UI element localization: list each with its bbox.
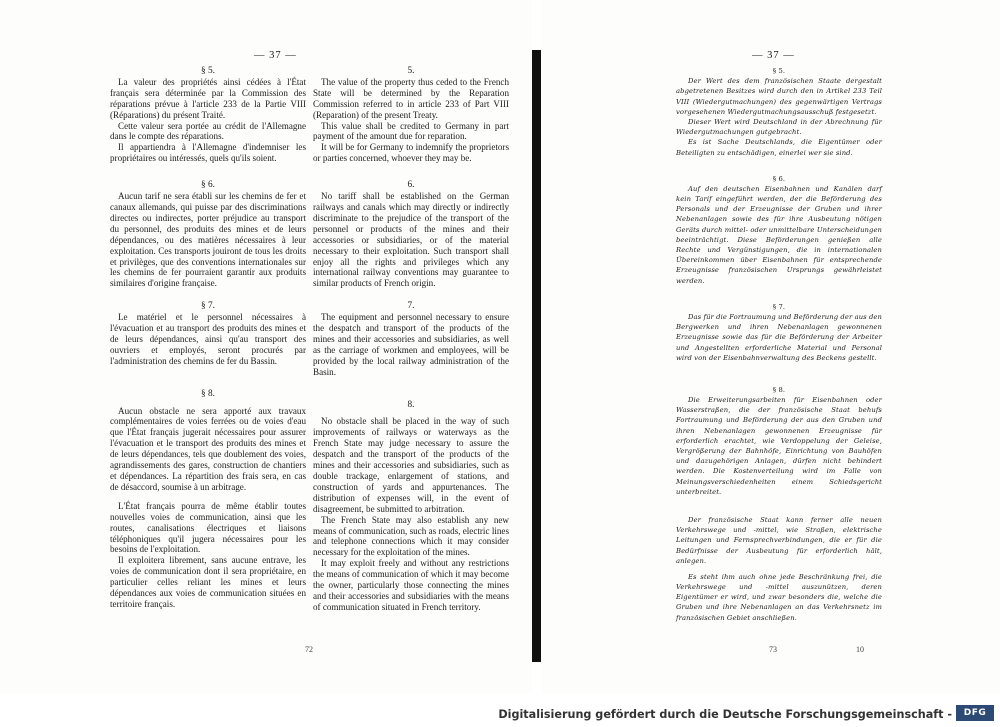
- paragraph: Il exploitera librement, sans aucune entrave, les voies de communication dont il sera propriétaire, en particulier celles reliant les mines et leurs dépendances aux voies de communication situées en territoire français.: [110, 555, 306, 609]
- paragraph: Il appartiendra à l'Allemagne d'indemniser les propriétaires ou intéressés, quels qu'ils soient.: [110, 142, 306, 164]
- english-section-6: [313, 180, 509, 289]
- french-column: [110, 66, 306, 610]
- left-page-header: — 37 —: [254, 50, 297, 61]
- right-page-footer-number-2: 10: [856, 645, 864, 654]
- paragraph: The French State may also establish any new means of communication, such as roads, electric lines and telephone connections which it may consider necessary for the exploitation of the mines.: [313, 514, 509, 558]
- paragraph: No obstacle shall be placed in the way of such improvements of railways or waterways as the French State may judge necessary to assure the despatch and the transport of the products of the mines and their accessories and subsidiaries, such as double trackage, enlargement of stations, and construction of yards and appurtenances. The distribution of expenses will, in the event of disagreement, be submitted to arbitration.: [313, 416, 509, 514]
- section-heading: § 6.: [201, 180, 215, 191]
- german-section-8: [676, 385, 882, 623]
- paragraph: Aucun tarif ne sera établi sur les chemins de fer et canaux allemands, qui puisse par des discriminations directes ou indirectes, porter préjudice au transport du personnel, des produits des mines et de leurs dépendances, ou des matières nécessaires à leur exploitation. Ces transports jouiront de tous les droits et privilèges, que des conventions internationales sur les chemins de fer pourraient garantir aux produits similaires d'origine française.: [110, 191, 306, 289]
- english-section-7: [313, 301, 509, 377]
- english-column: [313, 66, 509, 613]
- french-section-6: [110, 180, 306, 289]
- german-section-7: [676, 302, 882, 363]
- paragraph: Aucun obstacle ne sera apporté aux travaux complémentaires de voies ferrées ou de voies d'eau que l'État français jugerait nécessaires pour assurer l'évacuation et le transport des produits des mines et de leurs dépendances, tels que doublement des voies, agrandissements des gares, construction de chantiers et dépendances. La répartition des frais sera, en cas de désaccord, soumise à un arbitrage.: [110, 405, 306, 492]
- english-section-8: [313, 400, 509, 613]
- book-gutter: [532, 50, 541, 662]
- paragraph: La valeur des propriétés ainsi cédées à l'État français sera déterminée par la Commission des réparations prévue à l'article 233 de la Partie VIII (Réparations) du présent Traité.: [110, 76, 306, 120]
- paragraph: Dieser Wert wird Deutschland in der Abrechnung für Wiedergutmachungen gutgebracht.: [676, 117, 882, 137]
- paragraph: It will be for Germany to indemnify the proprietors or parties concerned, whoever they may be.: [313, 142, 509, 164]
- paragraph: Der Wert des dem französischen Staate dergestalt abgetretenen Besitzes wird durch den in Artikel 233 Teil VIII (Wiedergutmachungen) des gegenwärtigen Vertrags vorgesehenen Wiedergutmachungsausschuß festgesetzt.: [676, 77, 882, 116]
- section-heading: 6.: [407, 180, 415, 191]
- paragraph: Es steht ihm auch ohne jede Beschränkung frei, die Verkehrswege und -mittel auszunützen, deren Eigentümer er wird, und zwar besonders die, welche die Gruben und ihre Nebenanlagen an das Verkehrsnetz im französischen Gebiet anschließen.: [676, 572, 882, 622]
- right-page-footer-number: 73: [769, 645, 777, 654]
- paragraph: Der französische Staat kann ferner alle neuen Verkehrswege und -mittel, wie Straßen, elektrische Leitungen und Fernsprechverbindungen, die er für die Bedürfnisse der Ausbeutung für erforderlich hält, anlegen.: [676, 515, 882, 565]
- paragraph: It may exploit freely and without any restrictions the means of communication of which it may become the owner, particularly those connecting the mines and their accessories and subsidiaries with the means of communication situated in French territory.: [313, 558, 509, 612]
- paragraph: L'État français pourra de même établir toutes nouvelles voies de communication, ainsi que les routes, canalisations électriques et liaisons téléphoniques qu'il jugera nécessaires pour les besoins de l'exploitation.: [110, 500, 306, 555]
- section-heading: § 8.: [201, 388, 215, 399]
- footer-credit-text: Digitalisierung gefördert durch die Deutsche Forschungsgemeinschaft -: [498, 708, 952, 721]
- french-section-8: [110, 389, 306, 610]
- paragraph: The equipment and personnel necessary to ensure the despatch and transport of the products of the mines and their accessories and subsidiaries, as well as the carriage of workmen and employees, will be provided by the local railway administration of the Basin.: [313, 312, 509, 377]
- section-heading: § 6.: [772, 174, 786, 183]
- section-heading: § 5.: [772, 67, 786, 75]
- left-page-footer-number: 72: [305, 645, 313, 654]
- german-column: [676, 66, 882, 623]
- paragraph: Die Erweiterungsarbeiten für Eisenbahnen oder Wasserstraßen, die der französische Staat behufs Fortraumung und Beförderung der aus den Gruben und ihren Nebenanlagen gewonnenen Erzeugnisse für erforderlich erachtet, wie Verdoppelung der Geleise, Vergrößerung der Bahnhöfe, Einrichtung von Bauhöfen und dazugehörigen Anlagen, dürfen nicht behindert werden. Die Kostenverteilung wird im Falle von Meinungsverschiedenheiten einem Schiedsgericht unterbreitet.: [676, 396, 882, 496]
- section-heading: 8.: [407, 399, 415, 410]
- german-section-5: [676, 66, 882, 158]
- german-section-6: [676, 174, 882, 286]
- english-section-5: [313, 66, 509, 164]
- paragraph: Le matériel et le personnel nécessaires à l'évacuation et au transport des produits des mines et de leurs dépendances, ainsi qu'au transport des ouvriers et employés, seront procurés par l'administration des chemins de fer du Bassin.: [110, 312, 306, 366]
- paragraph: Das für die Fortraumung und Beförderung der aus den Bergwerken und ihren Nebenanlagen gewonnenen Erzeugnisse sowie das für die Beförderung der Arbeiter und Angestellten erforderliche Material und Personal wird von der Eisenbahnverwaltung des Beckens gestellt.: [676, 312, 882, 362]
- section-heading: 7.: [407, 301, 415, 312]
- section-heading: § 8.: [772, 385, 786, 394]
- paragraph: The value of the property thus ceded to the French State will be determined by the Reparation Commission referred to in article 233 of Part VIII (Reparation) of the present Treaty.: [313, 76, 509, 120]
- right-page: [541, 0, 1000, 694]
- french-section-7: [110, 301, 306, 366]
- section-heading: § 7.: [772, 302, 786, 311]
- dfg-logo[interactable]: DFG: [956, 705, 994, 721]
- paragraph: No tariff shall be established on the German railways and canals which may directly or indirectly discriminate to the prejudice of the transport of the personnel or products of the mines and their accessories or subsidiaries, or of the material necessary to their exploitation. Such transport shall enjoy all the rights and privileges which any international railway conventions may guarantee to similar products of French origin.: [313, 191, 509, 289]
- section-heading: § 5.: [201, 66, 215, 76]
- paragraph: Auf den deutschen Eisenbahnen und Kanälen darf kein Tarif eingeführt werden, der die Beförderung des Personals und der Erzeugnisse der Gruben und ihrer Nebenanlagen sowie des für ihre Ausbeutung nötigen Geräts durch mittel- oder unmittelbare Unterscheidungen beeinträchtigt. Diese Beförderungen genießen alle Rechte und Vergünstigungen, die in internationalen Übereinkommen über Eisenbahnen für entsprechende Erzeugnisse französischen Ursprungs gewährleistet werden.: [676, 184, 882, 285]
- section-heading: § 7.: [201, 301, 215, 312]
- section-heading: 5.: [407, 66, 415, 76]
- french-section-5: [110, 66, 306, 164]
- paragraph: This value shall be credited to Germany in part payment of the amount due for reparation.: [313, 120, 509, 142]
- paragraph: Cette valeur sera portée au crédit de l'Allemagne dans le compte des réparations.: [110, 120, 306, 142]
- digitization-footer: [0, 694, 1000, 727]
- right-page-header: — 37 —: [752, 50, 795, 61]
- paragraph: Es ist Sache Deutschlands, die Eigentümer oder Beteiligten zu entschädigen, einerlei wer sie sind.: [676, 138, 882, 157]
